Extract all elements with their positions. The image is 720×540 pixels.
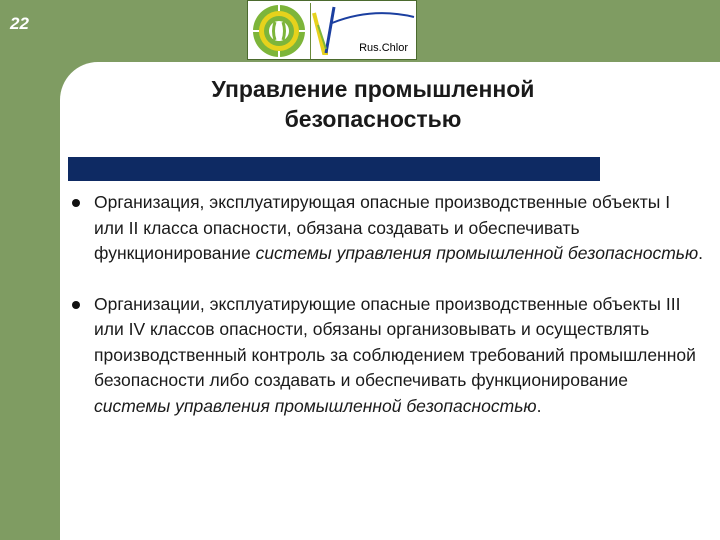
bullet-tail: . xyxy=(698,243,704,263)
bullet-tail: . xyxy=(536,395,542,416)
circle-emblem-icon xyxy=(251,3,307,59)
logo-text: Rus.Chlor xyxy=(359,42,408,54)
slide-title: Управление промышленной безопасностью xyxy=(211,76,535,132)
slide-number: 22 xyxy=(10,14,29,33)
bullet-emphasis: системы управления промышленной безопасностью xyxy=(94,395,537,416)
logo-divider xyxy=(310,3,311,59)
company-logo xyxy=(247,0,417,60)
title-underline-bar xyxy=(68,157,600,181)
bullet-text: Организации, эксплуатирующие опасные производственные объекты III или IV классов опасности, обязаны организовывать и осуществлять производственный контроль за соблюдением требований промышленной безопасности либо создавать и обеспечивать функционирование xyxy=(94,293,696,390)
bullet-list xyxy=(64,190,704,419)
bullet-dot-icon xyxy=(72,199,80,207)
bullet-emphasis: системы управления промышленной безопасностью xyxy=(255,243,699,263)
bullet-text: Организация, эксплуатирующая опасные производственные объекты I или II класса опасности, обязана создавать и обеспечивать функционирование xyxy=(94,192,671,263)
bullet-dot-icon xyxy=(72,301,80,309)
bullet-item xyxy=(64,190,704,267)
bullet-item xyxy=(64,292,704,420)
